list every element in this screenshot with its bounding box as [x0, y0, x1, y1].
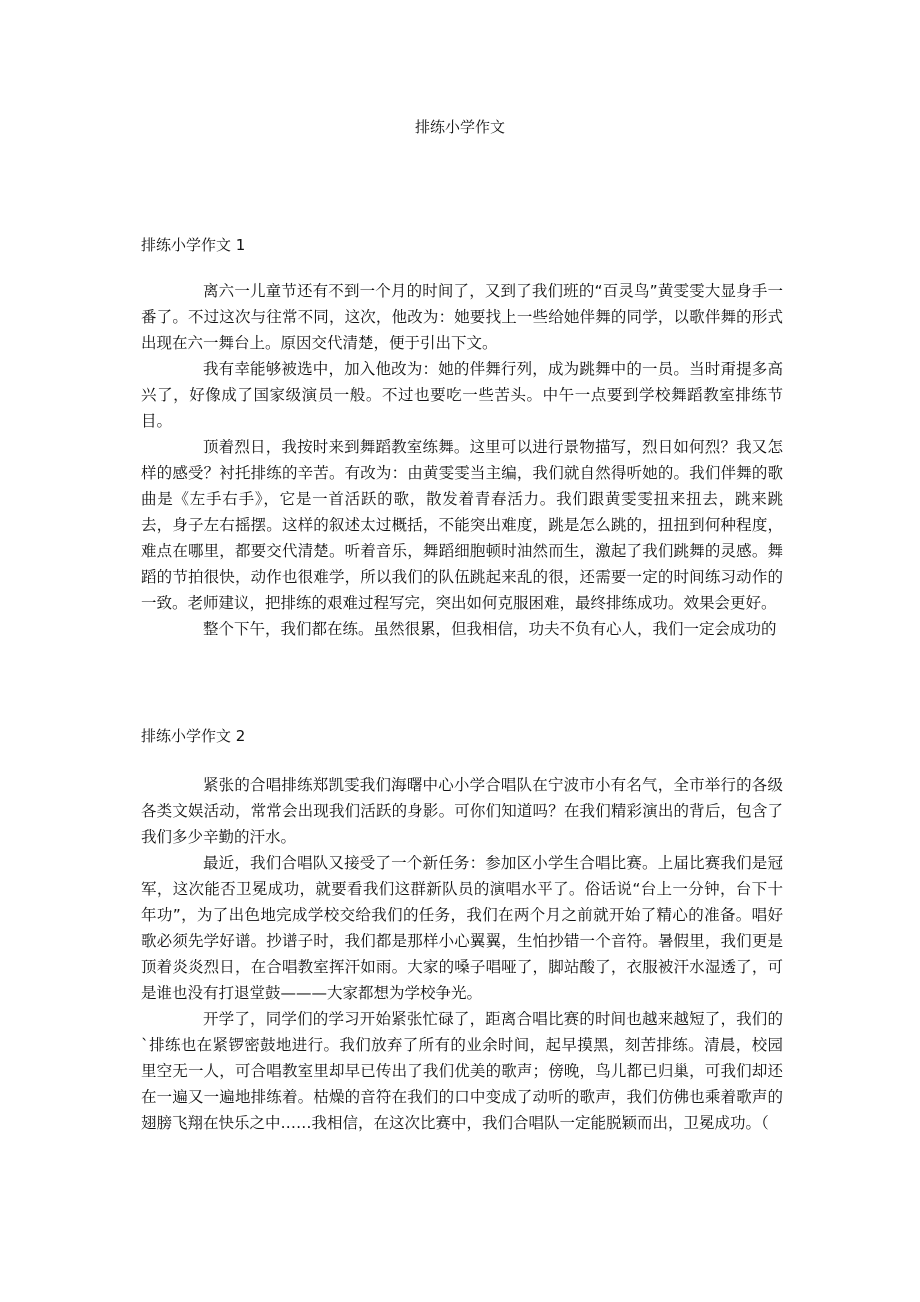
paragraph: 紧张的合唱排练郑凯雯我们海曙中心小学合唱队在宁波市小有名气，全市举行的各级各类文娱活动，常常会出现我们活跃的身影。可你们知道吗？在我们精彩演出的背后，包含了我们多少辛勤的汗水。	[141, 776, 783, 846]
paragraph: 顶着烈日，我按时来到舞蹈教室练舞。这里可以进行景物描写，烈日如何烈？我又怎样的感受？衬托排练的辛苦。有改为：由黄雯雯当主编，我们就自然得听她的。我们伴舞的歌曲是《左手右手》，它是一首活跃的歌，散发着青春活力。我们跟黄雯雯扭来扭去，跳来跳去，身子左右摇摆。这样的叙述太过概括，不能突出难度，跳是怎么跳的，扭扭到何种程度，难点在哪里，都要交代清楚。听着音乐，舞蹈细胞顿时油然而生，激起了我们跳舞的灵感。舞蹈的节拍很快，动作也很难学，所以我们的队伍跳起来乱的很，还需要一定的时间练习动作的一致。老师建议，把排练的艰难过程写完，突出如何克服困难，最终排练成功。效果会更好。	[141, 438, 783, 612]
section-heading-2: 排练小学作文 2	[141, 727, 246, 745]
paragraph: 离六一儿童节还有不到一个月的时间了，又到了我们班的“百灵鸟”黄雯雯大显身手一番了。不过这次与往常不同，这次，他改为：她要找上一些给她伴舞的同学，以歌伴舞的形式出现在六一舞台上。原因交代清楚，便于引出下文。	[141, 282, 783, 352]
paragraph: 最近，我们合唱队又接受了一个新任务：参加区小学生合唱比赛。上届比赛我们是冠军，这次能否卫冕成功，就要看我们这群新队员的演唱水平了。俗话说“台上一分钟，台下十年功”，为了出色地完成学校交给我们的任务，我们在两个月之前就开始了精心的准备。唱好歌必须先学好谱。抄谱子时，我们都是那样小心翼翼，生怕抄错一个音符。暑假里，我们更是顶着炎炎烈日，在合唱教室挥汗如雨。大家的嗓子唱哑了，脚站酸了，衣服被汗水湿透了，可是谁也没有打退堂鼓———大家都想为学校争光。	[141, 854, 783, 1002]
paragraph: 整个下午，我们都在练。虽然很累，但我相信，功夫不负有心人，我们一定会成功的	[203, 620, 777, 638]
section-body-1	[141, 278, 783, 642]
section-heading-1: 排练小学作文 1	[141, 236, 246, 254]
section-body-2	[141, 772, 783, 1136]
paragraph: 我有幸能够被选中，加入他改为：她的伴舞行列，成为跳舞中的一员。当时甭提多高兴了，好像成了国家级演员一般。不过也要吃一些苦头。中午一点要到学校舞蹈教室排练节目。	[141, 360, 783, 430]
document-title: 排练小学作文	[414, 118, 505, 136]
paragraph: 开学了，同学们的学习开始紧张忙碌了，距离合唱比赛的时间也越来越短了，我们的`排练也在紧锣密鼓地进行。我们放弃了所有的业余时间，起早摸黑，刻苦排练。清晨，校园里空无一人，可合唱教室里却早已传出了我们优美的歌声；傍晚，鸟儿都已归巢，可我们却还在一遍又一遍地排练着。枯燥的音符在我们的口中变成了动听的歌声，我们仿佛也乘着歌声的翅膀飞翔在快乐之中……我相信，在这次比赛中，我们合唱队一定能脱颖而出，卫冕成功。（	[141, 1010, 783, 1132]
